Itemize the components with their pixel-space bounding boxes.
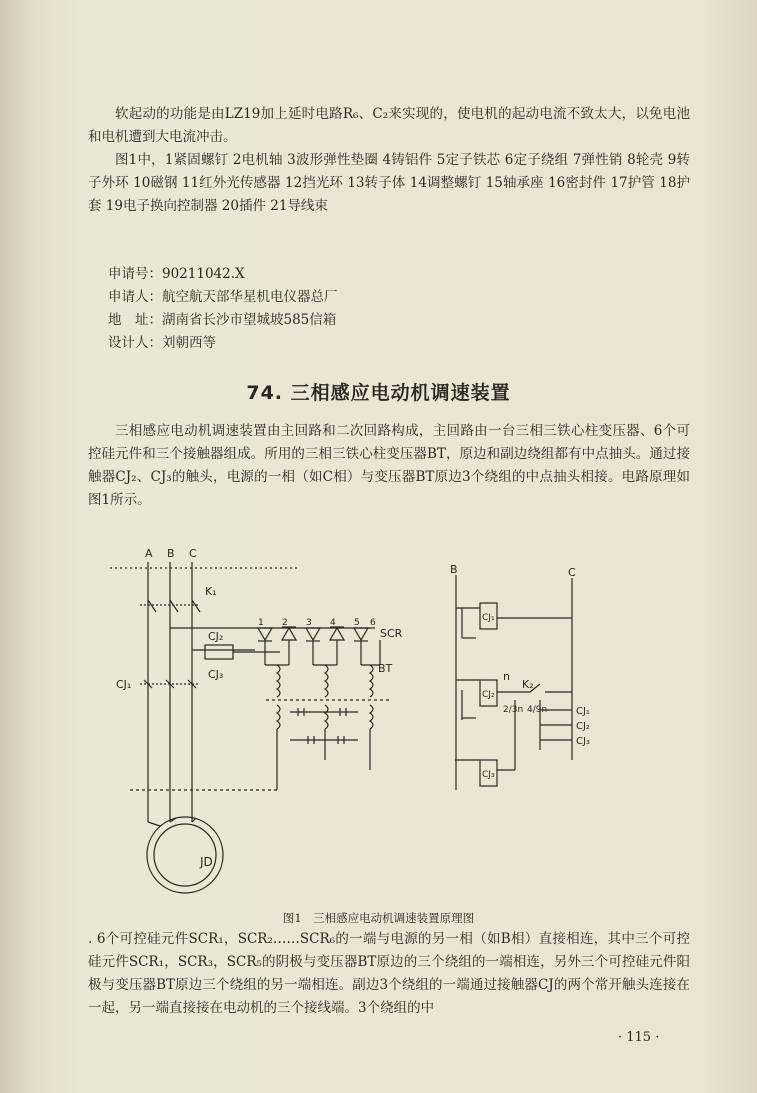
right-phase-label-b: B (450, 563, 458, 576)
body-paragraph-1: 三相感应电动机调速装置由主回路和二次回路构成，主回路由一台三相三铁心柱变压器、6个可控硅元件和三个接触器组成。所用的三相三铁心柱变压器BT，原边和副边绕组都有中点抽头。通过接触器CJ₂、CJ₃的触头，电源的一相（如C相）与变压器BT原边3个绕组的中点抽头相接。电路原理如图1所示。 (88, 423, 690, 508)
application-number: 申请号：90211042.X (108, 266, 245, 282)
contact-label-cj3: CJ₃ (576, 736, 590, 747)
contactor-label-cj3: CJ₃ (208, 668, 224, 681)
figure-caption: 图1 三相感应电动机调速装置原理图 (282, 911, 475, 925)
scr-number-1: 1 (258, 618, 264, 628)
scr-label: SCR (380, 627, 403, 640)
address: 地 址：湖南省长沙市望城坡585信箱 (108, 312, 337, 328)
transformer-label: BT (378, 662, 393, 675)
contact-label-cj2: CJ₂ (576, 721, 590, 732)
ratio-label-4-9n: 4/9n (527, 705, 548, 715)
designer: 设计人：刘朝西等 (108, 335, 216, 351)
coil-label-cj1: CJ₁ (482, 613, 495, 623)
body-paragraph-2: . 6个可控硅元件SCR₁，SCR₂……SCR₆的一端与电源的另一相（如B相）直接相连，其中三个可控硅元件SCR₁，SCR₃，SCR₅的阴极与变压器BT原边的三个绕组的一端相连，另外三个可控硅元件阳极与变压器BT原边三个绕组的另一端相连。副边3个绕组的一端通过接触器CJ的两个常开触头连接在一起，另一端直接接在电动机的三个接线端。3个绕组的中 (88, 931, 690, 1016)
page-number: · 115 · (618, 1030, 660, 1045)
ratio-label-2-3n: 2/3n (503, 705, 524, 715)
scr-number-2: 2 (282, 618, 288, 628)
section-heading: 74. 三相感应电动机调速装置 (246, 382, 511, 404)
phase-label-c: C (189, 547, 197, 560)
right-phase-label-c: C (568, 566, 576, 579)
applicant: 申请人：航空航天部华星机电仪器总厂 (108, 289, 338, 305)
switch-label-k1: K₁ (205, 585, 217, 598)
scr-number-6: 6 (370, 618, 376, 628)
coil-label-cj2: CJ₂ (482, 690, 495, 700)
phase-label-b: B (167, 547, 175, 560)
contact-label-cj1: CJ₁ (576, 706, 590, 717)
scr-number-3: 3 (306, 618, 312, 628)
phase-label-a: A (145, 547, 153, 560)
contactor-label-cj2: CJ₂ (208, 630, 224, 643)
parts-list-paragraph: 图1中，1紧固螺钉 2电机轴 3波形弹性垫圈 4铸铝件 5定子铁芯 6定子绕组 7弹性销 8轮壳 9转子外环 10磁钢 11红外光传感器 12挡光环 13转子体 14调整螺钉 15轴承座 16密封件 17护管 18护套 19电子换向控制器 20插件 21导线束 (88, 152, 690, 214)
motor-label: JD (200, 855, 213, 869)
scr-number-5: 5 (354, 618, 360, 628)
coil-label-cj3: CJ₃ (482, 770, 495, 780)
switch-label-k2: K₂ (522, 678, 534, 691)
scr-number-4: 4 (330, 618, 336, 628)
intro-paragraph: 软起动的功能是由LZ19加上延时电路R₆、C₂来实现的，使电机的起动电流不致太大，以免电池和电机遭到大电流冲击。 (88, 106, 690, 145)
node-label-n: n (503, 670, 510, 683)
contactor-label-cj1: CJ₁ (116, 678, 132, 691)
